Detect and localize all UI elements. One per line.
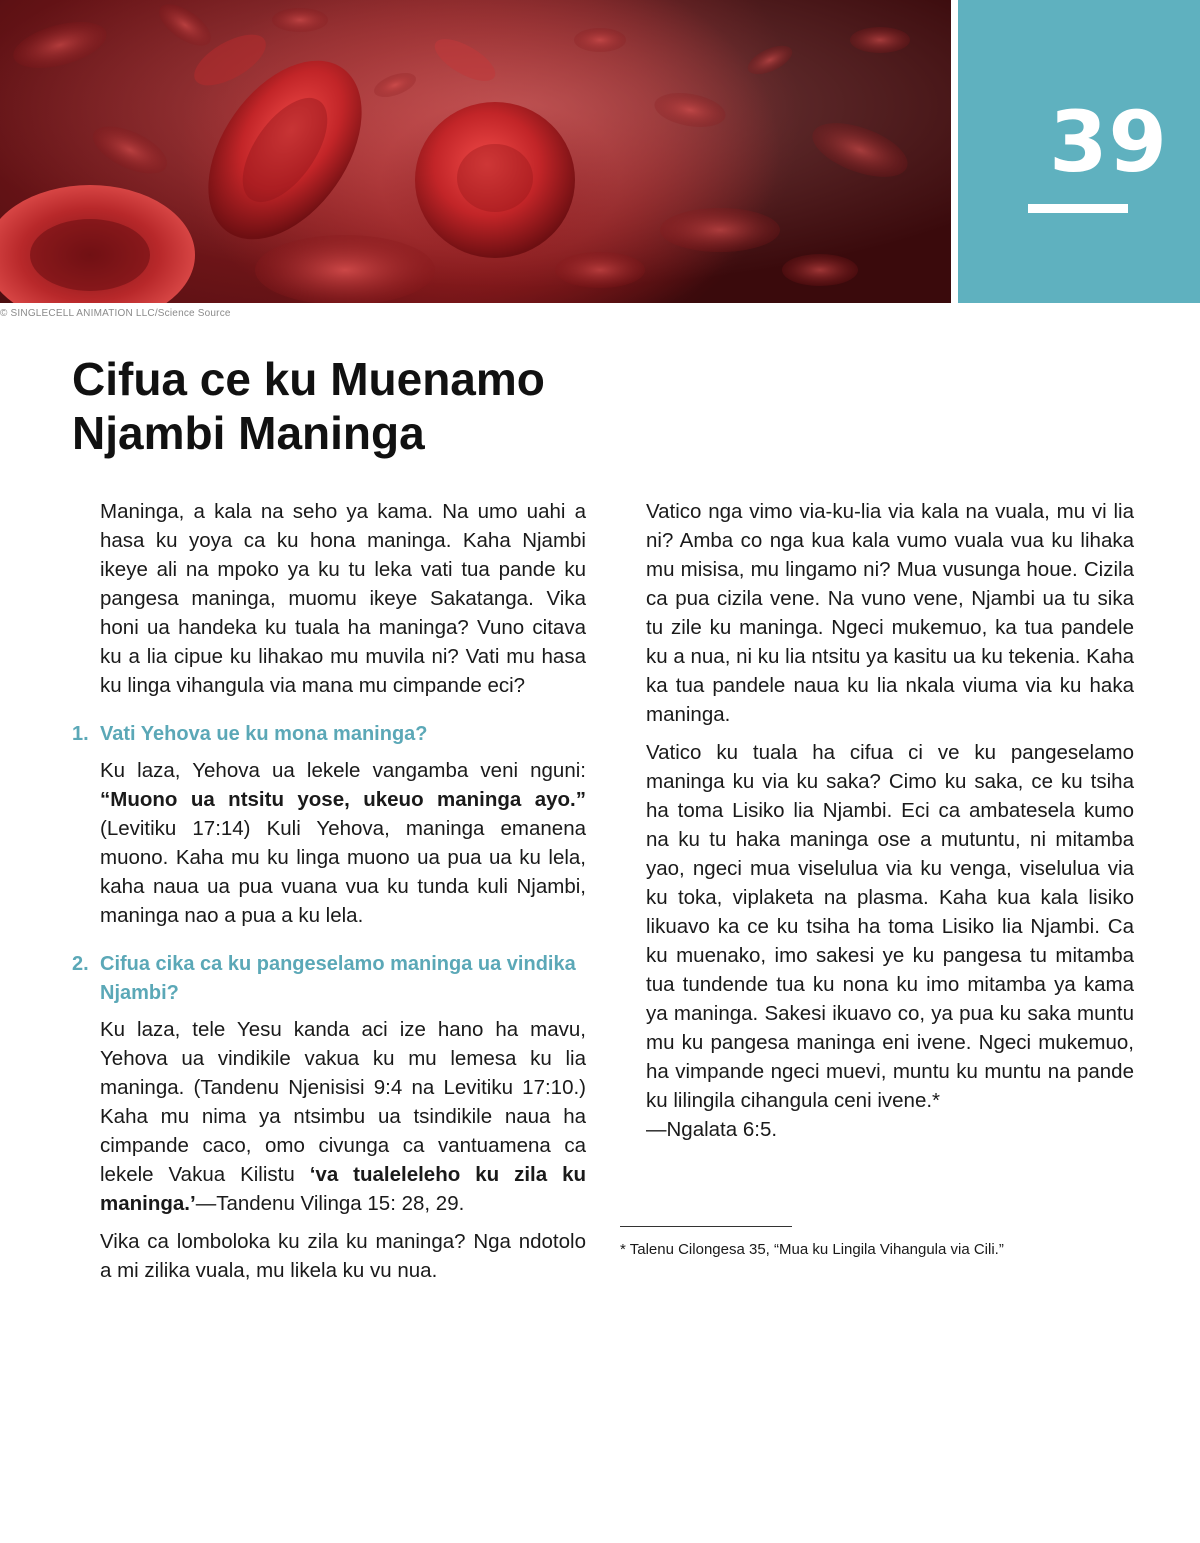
answer-1-end: (Levitiku 17:14) Kuli Yehova, maninga emanena muono. Kaha mu ku linga muono ua pua ua ku lela, kaha naua ua pua vuana vua ku tunda kuli Njambi, maninga nao a pua a ku lela. — [100, 817, 586, 927]
answer-2-paragraph — [72, 1015, 586, 1218]
answer-2-end: —Tandenu Vilinga 15: 28, 29. — [195, 1192, 465, 1215]
lesson-number-underline — [1028, 204, 1128, 213]
question-2-text: Cifua cika ca ku pangeselamo maninga ua vindika Njambi? — [100, 953, 576, 1004]
footnote: * Talenu Cilongesa 35, “Mua ku Lingila Vihangula via Cili.” — [620, 1241, 1004, 1258]
right-column — [618, 497, 1134, 1153]
red-blood-cells-image — [0, 0, 951, 303]
footnote-divider — [620, 1226, 792, 1227]
photo-credit: © SINGLECELL ANIMATION LLC/Science Source — [0, 308, 231, 319]
answer-2-continued: Vika ca lomboloka ku zila ku maninga? Nga ndotolo a mi zilika vuala, mu likela ku vu nua. — [100, 1230, 586, 1282]
lesson-title — [72, 352, 672, 460]
question-1 — [72, 720, 586, 749]
intro-paragraph: Maninga, a kala na seho ya kama. Na umo uahi a hasa ku yoya ca ku hona maninga. Kaha Njambi ikeye ali na mpoko ya ku tu leka vati tua pande ku pangesa maninga, muomu ikeye Sakatanga. Vika honi ua handeka ku tuala ha maninga? Vuno citava ku a lia cipue ku lihakao mu muvila ni? Vati mu hasa ku linga vihangula via mana mu cimpande eci? — [100, 500, 586, 697]
answer-2-quote: ‘va tualeleleho ku zila ku maninga.’ — [100, 1163, 586, 1215]
question-1-text: Vati Yehova ue ku mona maninga? — [100, 723, 428, 745]
right-paragraph-2-text: Vatico ku tuala ha cifua ci ve ku pangeselamo maninga ku via ku saka? Cimo ku saka, ce ku tsiha ha toma Lisiko lia Njambi. Eci ca ambatesela kumo na ku tu haka maninga ose a mutuntu, ni mitamba yao, ngeci mua viselulua via ku venga, viselulua via ku toka, viplaketa na plasma. Kaha kua kala lisiko likuavo ka ce ku tsiha ha toma Lisiko lia Njambi. Ca ku muenako, imo sakesi ye ku pangesa tu mitamba tua tundende tua ku nona ku imo mitamba ya kama ya maninga. Sakesi ikuavo co, ya pua ku saka muntu mu ku pangesa maninga eni ivene. Ngeci mukemuo, ha vimpande ngeci muevi, muntu ku muntu na pande ku lilingila cihangula ceni ivene.* — [646, 741, 1134, 1112]
answer-2-start: Ku laza, tele Yesu kanda aci ize hano ha mavu, Yehova ua vindikile vakua ku mu lemesa ku lia maninga. (Tandenu Njenisisi 9:4 na Levitiku 17:10.) Kaha mu nima ya ntsimbu ua tsindikile naua ha cimpande caco, omo civunga ca vantuamena ca lekele Vakua Kilistu — [100, 1018, 586, 1186]
lesson-title-line2: Njambi Maninga — [72, 407, 425, 459]
question-1-number: 1. — [72, 723, 89, 745]
right-paragraph-1: Vatico nga vimo via-ku-lia via kala na vuala, mu vi lia ni? Amba co nga kua kala vumo vuala vua ku lihaka mu misisa, mu lingamo ni? Mua vusunga houe. Cizila ca pua cizila vene. Na vuno vene, Njambi ua tu sika tu zile ku maninga. Ngeci mukemuo, ka tua pandele ku a nua, ni ku lia ntsitu ya kasitu ua ku tekenia. Kaha ka tua pandele naua ku lia nkala viuma via ku haka maninga. — [646, 500, 1134, 726]
question-2 — [72, 950, 586, 1008]
right-paragraph-2 — [618, 738, 1134, 1144]
hero-image — [0, 0, 951, 303]
left-column — [72, 497, 586, 1294]
answer-1-start: Ku laza, Yehova ua lekele vangamba veni nguni: — [100, 759, 586, 782]
answer-1-paragraph — [72, 756, 586, 930]
lesson-number-box — [958, 0, 1200, 303]
scripture-reference: —Ngalata 6:5. — [646, 1118, 778, 1141]
lesson-title-line1: Cifua ce ku Muenamo — [72, 353, 545, 405]
lesson-number: 39 — [1049, 93, 1168, 191]
question-2-number: 2. — [72, 953, 89, 975]
answer-1-quote: “Muono ua ntsitu yose, ukeuo maninga ayo.” — [100, 788, 586, 811]
